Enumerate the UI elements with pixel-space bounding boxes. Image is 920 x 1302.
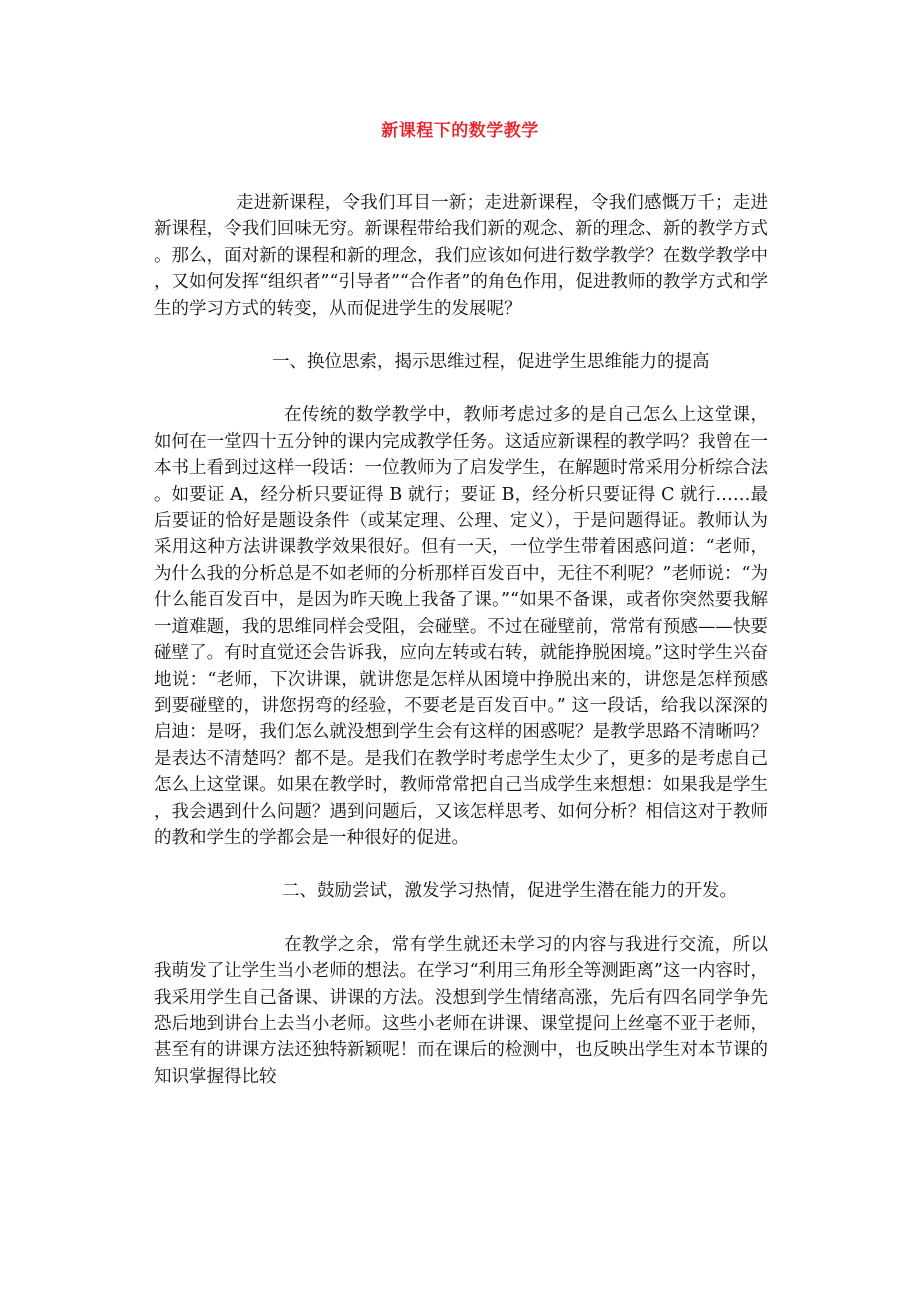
document-body bbox=[154, 190, 768, 1090]
section-heading-2: 二、鼓励尝试，激发学习热情，促进学生潜在能力的开发。 bbox=[282, 881, 737, 902]
document-title: 新课程下的数学教学 bbox=[381, 121, 539, 141]
section-heading-1: 一、换位思索，揭示思维过程，促进学生思维能力的提高 bbox=[272, 352, 710, 373]
section-1-paragraph: 在传统的数学教学中，教师考虑过多的是自己怎么上这堂课，如何在一堂四十五分钟的课内完成教学任务。这适应新课程的教学吗？我曾在一本书上看到过这样一段话：一位教师为了启发学生，在解题时常采用分析综合法。如要证 A，经分析只要证得 B 就行；要证 B，经分析只要证得 C 就行……最后要证的恰好是题设条件（或某定理、公理、定义），于是问题得证。教师认为采用这种方法讲课教学效果很好。但有一天，一位学生带着困惑问道：“老师，为什么我的分析总是不如老师的分析那样百发百中，无往不利呢？”老师说：“为什么能百发百中，是因为昨天晚上我备了课。”“如果不备课，或者你突然要我解一道难题，我的思维同样会受阻，会碰壁。不过在碰壁前，常常有预感——快要碰壁了。有时直觉还会告诉我，应向左转或右转，就能挣脱困境。”这时学生兴奋地说：“老师，下次讲课，就讲您是怎样从困境中挣脱出来的，讲您是怎样预感到要碰壁的，讲您拐弯的经验，不要老是百发百中。” 这一段话，给我以深深的启迪：是呀，我们怎么就没想到学生会有这样的困惑呢？是教学思路不清晰吗？是表达不清楚吗？都不是。是我们在教学时考虑学生太少了，更多的是考虑自己怎么上这堂课。如果在教学时，教师常常把自己当成学生来想想：如果我是学生，我会遇到什么问题？遇到问题后，又该怎样思考、如何分析？相信这对于教师的教和学生的学都会是一种很好的促进。 bbox=[154, 405, 768, 848]
intro-paragraph: 走进新课程，令我们耳目一新；走进新课程，令我们感慨万千；走进新课程，令我们回味无穷。新课程带给我们新的观念、新的理念、新的教学方式。那么，面对新的课程和新的理念，我们应该如何进行数学教学？在数学教学中，又如何发挥“组织者”“引导者”“合作者”的角色作用，促进教师的教学方式和学生的学习方式的转变，从而促进学生的发展呢？ bbox=[154, 193, 768, 319]
section-2-paragraph: 在教学之余，常有学生就还未学习的内容与我进行交流，所以我萌发了让学生当小老师的想法。在学习“利用三角形全等测距离”这一内容时，我采用学生自己备课、讲课的方法。没想到学生情绪高涨，先后有四名同学争先恐后地到讲台上去当小老师。这些小老师在讲课、课堂提问上丝毫不亚于老师，甚至有的讲课方法还独特新颖呢！而在课后的检测中，也反映出学生对本节课的知识掌握得比较 bbox=[154, 934, 768, 1087]
